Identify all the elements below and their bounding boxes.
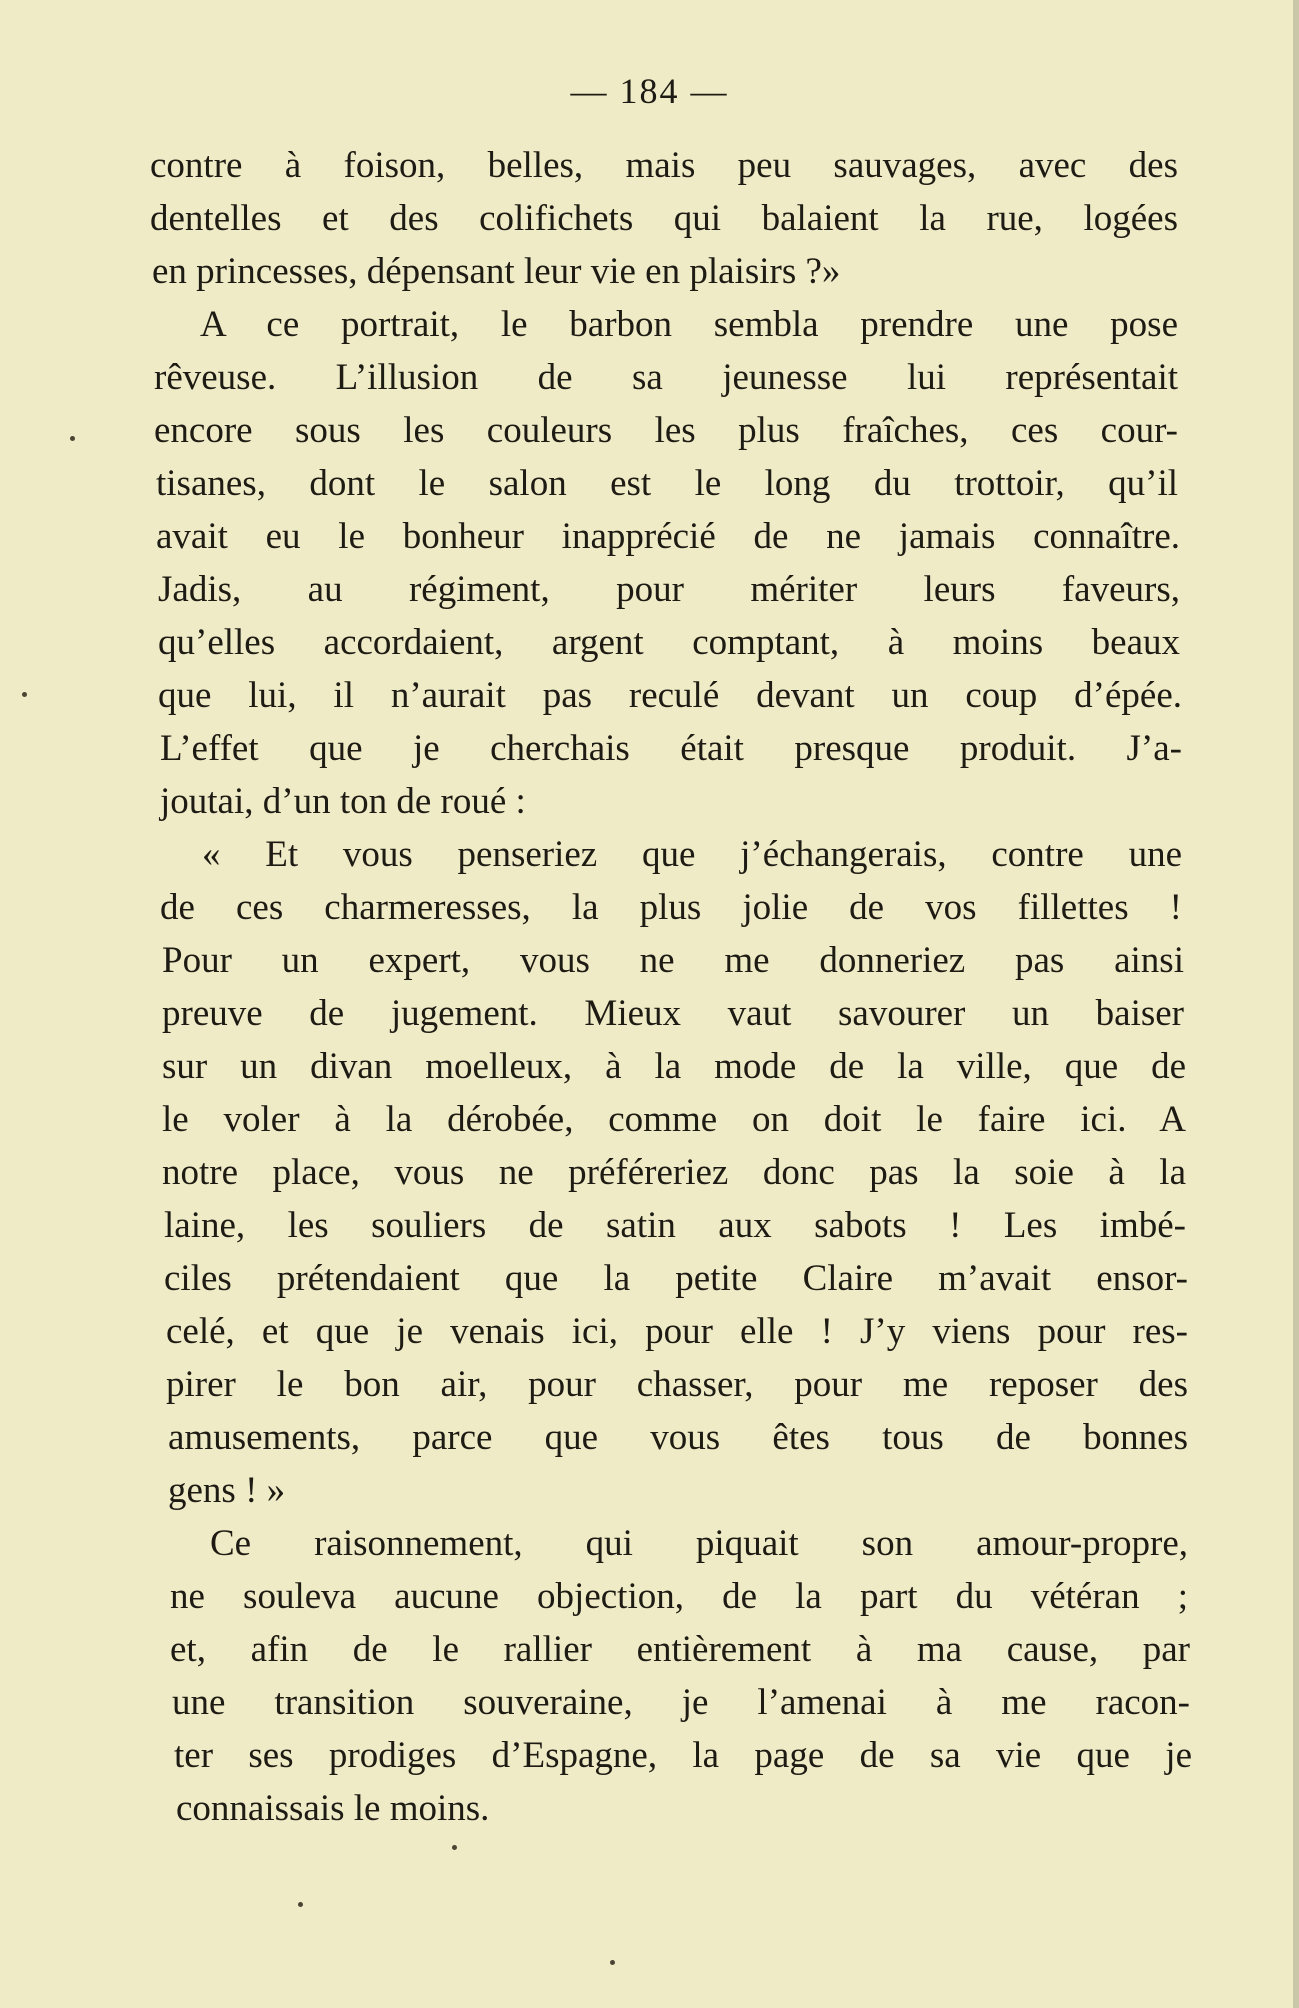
text-line: amusements, parce que vous êtes tous de bonnes [168,1417,1188,1458]
text-line: et, afin de le rallier entièrement à ma cause, par [170,1629,1190,1670]
text-line: qu’elles accordaient, argent comptant, à moins beaux [158,622,1180,663]
print-speck [70,436,75,441]
text-line: pirer le bon air, pour chasser, pour me reposer des [166,1364,1188,1405]
text-line: notre place, vous ne préféreriez donc pas la soie à la [162,1152,1186,1193]
text-line: L’effet que je cherchais était presque produit. J’a- [160,728,1182,769]
text-line: que lui, il n’aurait pas reculé devant un coup d’épée. [158,675,1182,716]
text-line: avait eu le bonheur inapprécié de ne jamais connaître. [156,516,1180,557]
text-line: preuve de jugement. Mieux vaut savourer un baiser [162,993,1184,1034]
text-line: dentelles et des colifichets qui balaient la rue, logées [150,198,1178,239]
text-line: laine, les souliers de satin aux sabots ! Les imbé- [164,1205,1186,1246]
text-line: tisanes, dont le salon est le long du trottoir, qu’il [156,463,1178,504]
print-speck [298,1902,303,1907]
text-line: le voler à la dérobée, comme on doit le faire ici. A [162,1099,1186,1140]
text-line: « Et vous penseriez que j’échangerais, contre une [202,834,1182,875]
page-edge [1293,0,1299,2008]
text-line: rêveuse. L’illusion de sa jeunesse lui représentait [154,357,1178,398]
text-line: Ce raisonnement, qui piquait son amour-propre, [210,1523,1188,1564]
text-line: encore sous les couleurs les plus fraîches, ces cour- [154,410,1178,451]
text-line: sur un divan moelleux, à la mode de la ville, que de [162,1046,1186,1087]
print-speck [610,1960,615,1965]
text-line: Pour un expert, vous ne me donneriez pas ainsi [162,940,1184,981]
text-line: en princesses, dépensant leur vie en plaisirs ?» [152,251,841,292]
print-speck [452,1845,457,1850]
text-line: une transition souveraine, je l’amenai à me racon- [172,1682,1190,1723]
text-line: ter ses prodiges d’Espagne, la page de sa vie que je [174,1735,1192,1776]
print-speck [22,692,27,697]
text-line: ne souleva aucune objection, de la part du vétéran ; [170,1576,1188,1617]
text-line: ciles prétendaient que la petite Claire m’avait ensor- [164,1258,1188,1299]
text-line: de ces charmeresses, la plus jolie de vos fillettes ! [160,887,1182,928]
text-line: contre à foison, belles, mais peu sauvages, avec des [150,145,1178,186]
text-line: Jadis, au régiment, pour mériter leurs faveurs, [158,569,1180,610]
text-line: joutai, d’un ton de roué : [160,781,526,822]
text-line: connaissais le moins. [176,1788,490,1829]
text-line: gens ! » [168,1470,286,1511]
text-line: A ce portrait, le barbon sembla prendre une pose [200,304,1178,345]
text-line: celé, et que je venais ici, pour elle ! J’y viens pour res- [166,1311,1188,1352]
page-number: — 184 — [570,71,729,111]
